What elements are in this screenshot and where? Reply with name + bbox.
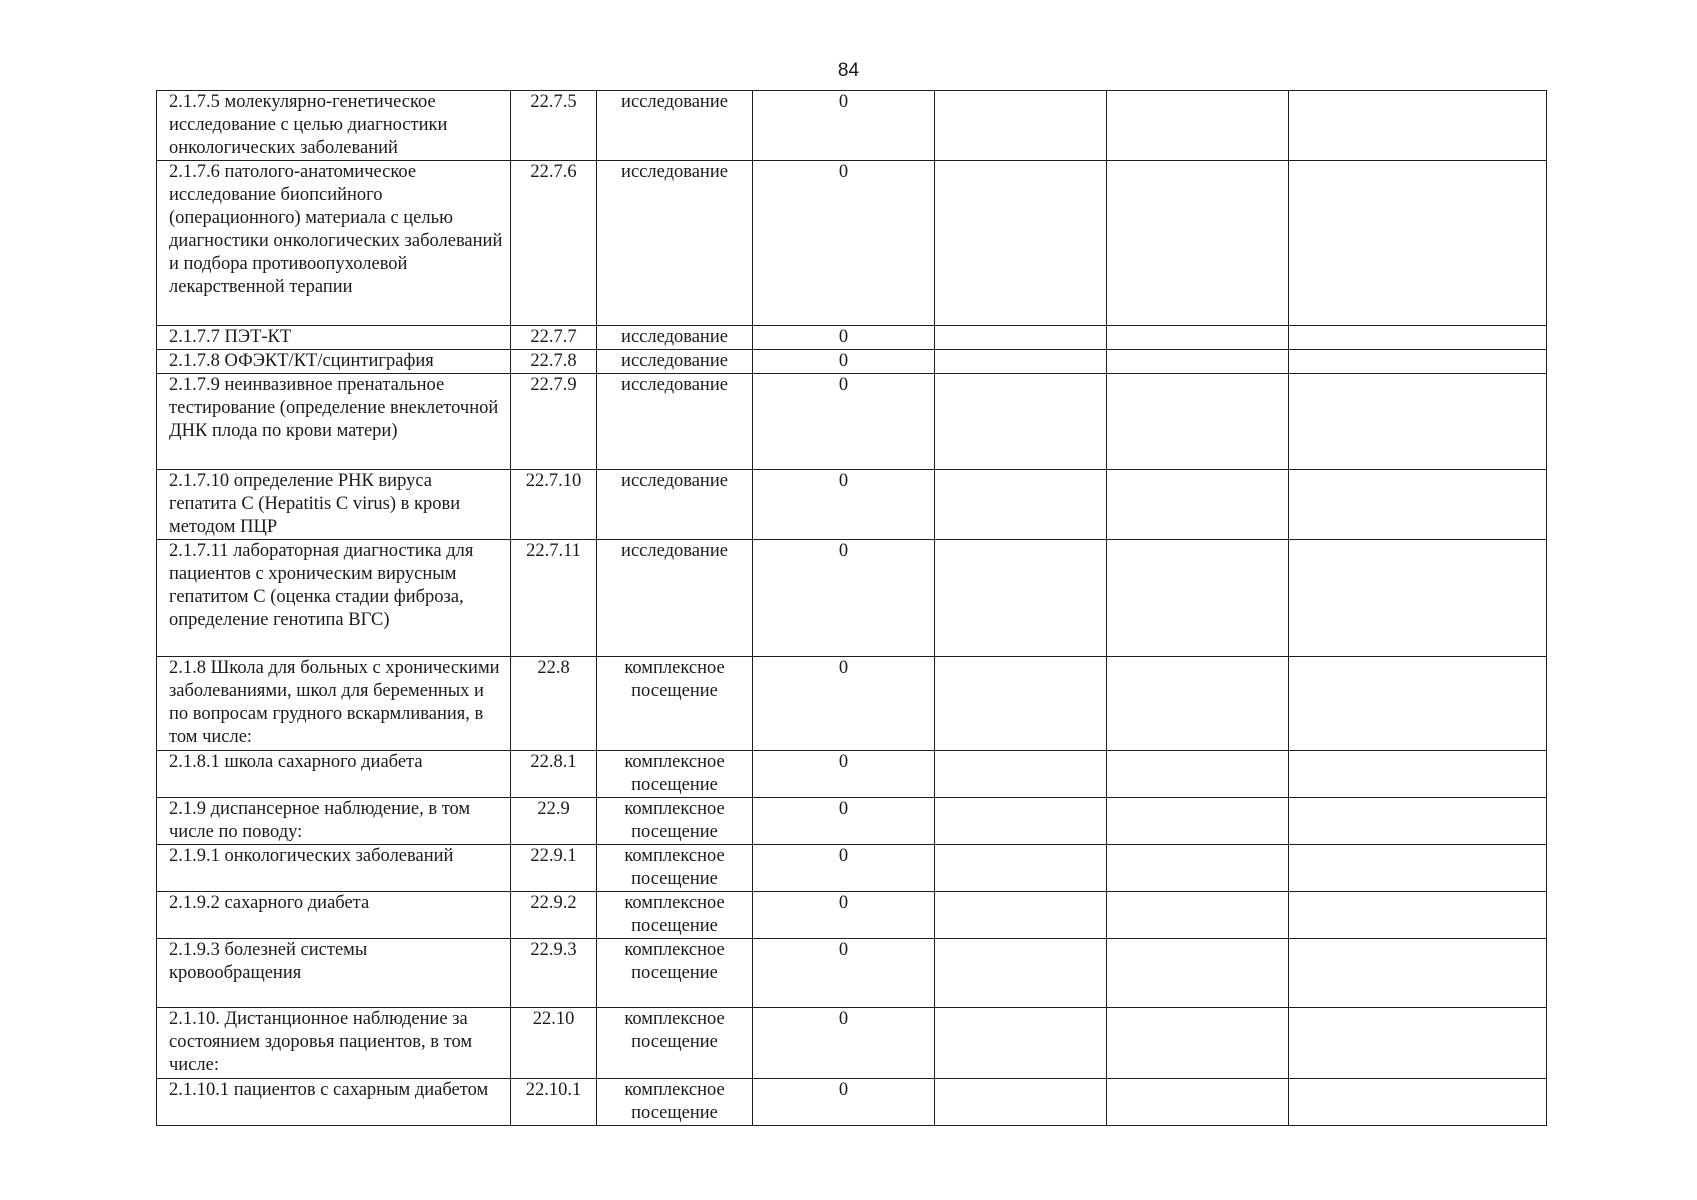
- row-code-cell: 22.7.10: [511, 470, 597, 540]
- table-row: [157, 540, 1547, 657]
- row-code-cell: 22.9.2: [511, 892, 597, 939]
- row-unit-cell: исследование: [597, 350, 753, 374]
- row-value-cell: 0: [753, 374, 935, 470]
- row-empty-cell: [1107, 350, 1289, 374]
- row-empty-cell: [1107, 326, 1289, 350]
- row-unit-cell: комплексное посещение: [597, 939, 753, 1008]
- row-name-cell: 2.1.7.6 патолого-анатомическое исследование биопсийного (операционного) материала с целью диагностики онкологических заболеваний и подбора противоопухолевой лекарственной терапии: [157, 161, 511, 326]
- row-empty-cell: [1289, 798, 1547, 845]
- row-unit-cell: исследование: [597, 374, 753, 470]
- table-row: [157, 751, 1547, 798]
- table-row: [157, 892, 1547, 939]
- row-empty-cell: [1107, 892, 1289, 939]
- row-name-cell: 2.1.7.7 ПЭТ-КТ: [157, 326, 511, 350]
- row-empty-cell: [935, 161, 1107, 326]
- row-name-cell: 2.1.10.1 пациентов с сахарным диабетом: [157, 1079, 511, 1126]
- row-empty-cell: [1107, 798, 1289, 845]
- row-unit-cell: комплексное посещение: [597, 1008, 753, 1079]
- row-empty-cell: [935, 91, 1107, 161]
- row-empty-cell: [1107, 374, 1289, 470]
- row-empty-cell: [1289, 1008, 1547, 1079]
- page-number: 84: [837, 60, 860, 81]
- row-empty-cell: [1289, 470, 1547, 540]
- table-row: [157, 657, 1547, 751]
- row-name-cell: 2.1.9 диспансерное наблюдение, в том числе по поводу:: [157, 798, 511, 845]
- row-value-cell: 0: [753, 161, 935, 326]
- row-empty-cell: [1289, 161, 1547, 326]
- row-code-cell: 22.9.1: [511, 845, 597, 892]
- row-empty-cell: [1289, 326, 1547, 350]
- row-empty-cell: [935, 1008, 1107, 1079]
- row-value-cell: 0: [753, 892, 935, 939]
- row-empty-cell: [935, 326, 1107, 350]
- row-code-cell: 22.10: [511, 1008, 597, 1079]
- row-value-cell: 0: [753, 470, 935, 540]
- row-value-cell: 0: [753, 1079, 935, 1126]
- row-empty-cell: [935, 1079, 1107, 1126]
- row-code-cell: 22.9.3: [511, 939, 597, 1008]
- row-empty-cell: [1107, 939, 1289, 1008]
- table-row: [157, 350, 1547, 374]
- row-name-cell: 2.1.7.9 неинвазивное пренатальное тестирование (определение внеклеточной ДНК плода по крови матери): [157, 374, 511, 470]
- row-empty-cell: [1107, 161, 1289, 326]
- row-empty-cell: [935, 470, 1107, 540]
- row-empty-cell: [935, 845, 1107, 892]
- row-unit-cell: комплексное посещение: [597, 751, 753, 798]
- row-unit-cell: исследование: [597, 161, 753, 326]
- row-value-cell: 0: [753, 91, 935, 161]
- row-empty-cell: [935, 374, 1107, 470]
- row-empty-cell: [1107, 1079, 1289, 1126]
- row-empty-cell: [935, 939, 1107, 1008]
- row-unit-cell: комплексное посещение: [597, 1079, 753, 1126]
- row-value-cell: 0: [753, 326, 935, 350]
- row-empty-cell: [1289, 91, 1547, 161]
- table-row: [157, 1008, 1547, 1079]
- row-name-cell: 2.1.9.2 сахарного диабета: [157, 892, 511, 939]
- row-code-cell: 22.8: [511, 657, 597, 751]
- row-unit-cell: комплексное посещение: [597, 798, 753, 845]
- row-value-cell: 0: [753, 1008, 935, 1079]
- row-code-cell: 22.7.11: [511, 540, 597, 657]
- row-empty-cell: [1289, 374, 1547, 470]
- row-value-cell: 0: [753, 350, 935, 374]
- table-row: [157, 91, 1547, 161]
- row-empty-cell: [1289, 751, 1547, 798]
- row-unit-cell: исследование: [597, 540, 753, 657]
- row-code-cell: 22.8.1: [511, 751, 597, 798]
- row-value-cell: 0: [753, 798, 935, 845]
- row-empty-cell: [935, 892, 1107, 939]
- row-empty-cell: [1107, 91, 1289, 161]
- row-name-cell: 2.1.7.11 лабораторная диагностика для пациентов с хроническим вирусным гепатитом С (оценка стадии фиброза, определение генотипа ВГС): [157, 540, 511, 657]
- table-row: [157, 845, 1547, 892]
- table-row: [157, 798, 1547, 845]
- row-unit-cell: комплексное посещение: [597, 657, 753, 751]
- row-empty-cell: [935, 798, 1107, 845]
- table-row: [157, 374, 1547, 470]
- row-empty-cell: [1289, 350, 1547, 374]
- row-code-cell: 22.7.8: [511, 350, 597, 374]
- row-empty-cell: [1289, 657, 1547, 751]
- row-name-cell: 2.1.8 Школа для больных с хроническими заболеваниями, школ для беременных и по вопросам грудного вскармливания, в том числе:: [157, 657, 511, 751]
- table-row: [157, 939, 1547, 1008]
- row-empty-cell: [1289, 540, 1547, 657]
- row-unit-cell: комплексное посещение: [597, 845, 753, 892]
- row-unit-cell: исследование: [597, 91, 753, 161]
- row-value-cell: 0: [753, 657, 935, 751]
- row-value-cell: 0: [753, 540, 935, 657]
- table-row: [157, 161, 1547, 326]
- row-empty-cell: [935, 350, 1107, 374]
- row-name-cell: 2.1.7.8 ОФЭКТ/КТ/сцинтиграфия: [157, 350, 511, 374]
- row-unit-cell: исследование: [597, 470, 753, 540]
- row-value-cell: 0: [753, 751, 935, 798]
- row-empty-cell: [1107, 751, 1289, 798]
- row-value-cell: 0: [753, 939, 935, 1008]
- row-code-cell: 22.7.5: [511, 91, 597, 161]
- row-value-cell: 0: [753, 845, 935, 892]
- row-unit-cell: комплексное посещение: [597, 892, 753, 939]
- row-empty-cell: [935, 657, 1107, 751]
- table-row: [157, 326, 1547, 350]
- row-name-cell: 2.1.10. Дистанционное наблюдение за состоянием здоровья пациентов, в том числе:: [157, 1008, 511, 1079]
- row-name-cell: 2.1.7.5 молекулярно-генетическое исследование с целью диагностики онкологических заболеваний: [157, 91, 511, 161]
- row-name-cell: 2.1.9.3 болезней системы кровообращения: [157, 939, 511, 1008]
- row-code-cell: 22.10.1: [511, 1079, 597, 1126]
- row-empty-cell: [1289, 845, 1547, 892]
- row-empty-cell: [1289, 939, 1547, 1008]
- row-code-cell: 22.7.6: [511, 161, 597, 326]
- row-empty-cell: [1107, 657, 1289, 751]
- row-empty-cell: [935, 540, 1107, 657]
- row-unit-cell: исследование: [597, 326, 753, 350]
- row-name-cell: 2.1.7.10 определение РНК вируса гепатита С (Hepatitis C virus) в крови методом ПЦР: [157, 470, 511, 540]
- row-code-cell: 22.9: [511, 798, 597, 845]
- row-code-cell: 22.7.9: [511, 374, 597, 470]
- table-row: [157, 1079, 1547, 1126]
- row-empty-cell: [1289, 1079, 1547, 1126]
- row-empty-cell: [1107, 540, 1289, 657]
- table-body: [157, 91, 1547, 1126]
- row-name-cell: 2.1.9.1 онкологических заболеваний: [157, 845, 511, 892]
- table-row: [157, 470, 1547, 540]
- row-empty-cell: [1107, 845, 1289, 892]
- row-code-cell: 22.7.7: [511, 326, 597, 350]
- row-name-cell: 2.1.8.1 школа сахарного диабета: [157, 751, 511, 798]
- row-empty-cell: [1107, 1008, 1289, 1079]
- row-empty-cell: [1107, 470, 1289, 540]
- row-empty-cell: [935, 751, 1107, 798]
- data-table: [156, 90, 1547, 1126]
- row-empty-cell: [1289, 892, 1547, 939]
